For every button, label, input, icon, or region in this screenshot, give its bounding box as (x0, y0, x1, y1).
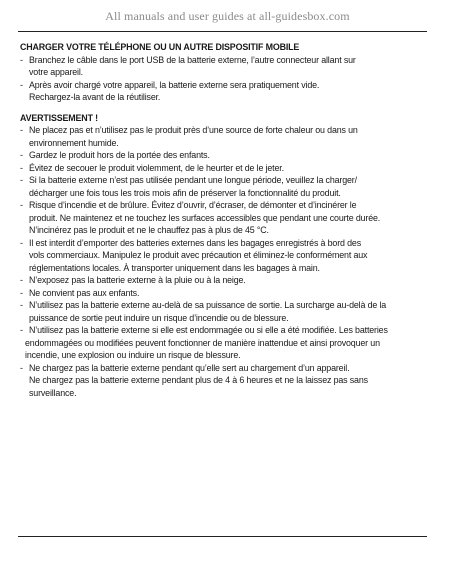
item-text-line: N’utilisez pas la batterie externe si elle est endommagée ou si elle a été modifiée. Les batteries (29, 325, 388, 335)
warning-item (20, 362, 432, 400)
warning-item (20, 324, 432, 362)
item-text-line: N’exposez pas la batterie externe à la pluie ou à la neige. (29, 275, 246, 285)
warning-item (20, 124, 432, 149)
bottom-divider (18, 536, 427, 537)
bullet-dash: - (20, 150, 23, 160)
top-divider (18, 31, 427, 32)
item-continuation-line: N’incinérez pas le produit et ne le chauffez pas à plus de 45 °C. (29, 225, 269, 235)
item-text-line: N’utilisez pas la batterie externe au-delà de sa puissance de sortie. La surcharge au-delà de la (29, 300, 387, 310)
item-continuation-line: votre appareil. (29, 67, 83, 77)
warning-list (20, 124, 432, 399)
bullet-dash: - (20, 300, 23, 310)
item-text-line: Ne placez pas et n’utilisez pas le produit près d’une source de forte chaleur ou dans un (29, 125, 358, 135)
item-continuation-line: vols commerciaux. Manipulez le produit avec précaution et éliminez-le conformément aux (29, 250, 368, 260)
charge-instructions-list (20, 54, 432, 104)
item-continuation-line: incendie, une explosion ou induire un risque de blessure. (25, 350, 241, 360)
item-text-line: Gardez le produit hors de la portée des enfants. (29, 150, 210, 160)
bullet-dash: - (20, 54, 23, 65)
warning-item (20, 149, 432, 162)
bullet-dash: - (20, 237, 23, 248)
bullet-dash: - (20, 162, 23, 173)
bullet-dash: - (20, 287, 23, 298)
charge-section-heading: CHARGER VOTRE TÉLÉPHONE OU UN AUTRE DISPOSITIF MOBILE (20, 42, 300, 52)
item-text-line: Évitez de secouer le produit violemment, de le heurter et de le jeter. (29, 162, 284, 173)
item-continuation-line: réglementations locales. À transporter uniquement dans les bagages à main. (29, 262, 320, 273)
item-continuation-line: produit. Ne maintenez et ne touchez les surfaces accessibles que pendant une courte durée. (29, 212, 381, 223)
bullet-dash: - (20, 79, 23, 90)
bullet-dash: - (20, 125, 23, 135)
bullet-dash: - (20, 175, 23, 185)
warning-section-heading: AVERTISSEMENT ! (20, 112, 98, 123)
item-continuation-line: Ne chargez pas la batterie externe pendant plus de 4 à 6 heures et ne la laissez pas sans (29, 375, 368, 385)
warning-item (20, 237, 432, 275)
manual-page-content (20, 41, 432, 399)
item-continuation-line: puissance de sortie peut induire un risque d’incendie ou de blessure. (29, 312, 289, 323)
item-text-line: Risque d’incendie et de brûlure. Évitez d’ouvrir, d’écraser, de démonter et d’incinérer le (29, 200, 357, 210)
warning-item (20, 287, 432, 300)
warning-item (20, 274, 432, 287)
bullet-dash: - (20, 275, 23, 285)
item-text-line: Après avoir chargé votre appareil, la batterie externe sera pratiquement vide. (29, 79, 320, 90)
item-continuation-line: décharger une fois tous les trois mois afin de préserver la fonctionnalité du produit. (29, 187, 341, 198)
item-continuation-line: surveillance. (29, 387, 77, 398)
item-text-line: Ne convient pas aux enfants. (29, 287, 140, 298)
bullet-dash: - (20, 200, 23, 210)
bullet-dash: - (20, 325, 23, 335)
item-text-line: Ne chargez pas la batterie externe pendant qu’elle sert au chargement d’un appareil. (29, 362, 350, 373)
warning-item (20, 174, 432, 199)
item-text-line: Il est interdit d’emporter des batteries externes dans les bagages enregistrés à bord des (29, 237, 361, 248)
warning-item (20, 299, 432, 324)
warning-item (20, 162, 432, 175)
item-text-line: Branchez le câble dans le port USB de la batterie externe, l’autre connecteur allant sur (29, 54, 356, 65)
charge-instruction-item (20, 54, 432, 79)
item-text-line: Si la batterie externe n’est pas utilisée pendant une longue période, veuillez la charger/ (29, 175, 357, 185)
charge-instruction-item (20, 79, 432, 104)
site-watermark: All manuals and user guides at all-guidesbox.com (105, 9, 350, 23)
item-continuation-line: endommagées ou modifiées peuvent fonctionner de manière inattendue et ainsi provoquer un (25, 337, 380, 348)
item-continuation-line: environnement humide. (29, 137, 119, 148)
item-continuation-line: Rechargez-la avant de la réutiliser. (29, 92, 161, 102)
bullet-dash: - (20, 362, 23, 373)
warning-item (20, 199, 432, 237)
